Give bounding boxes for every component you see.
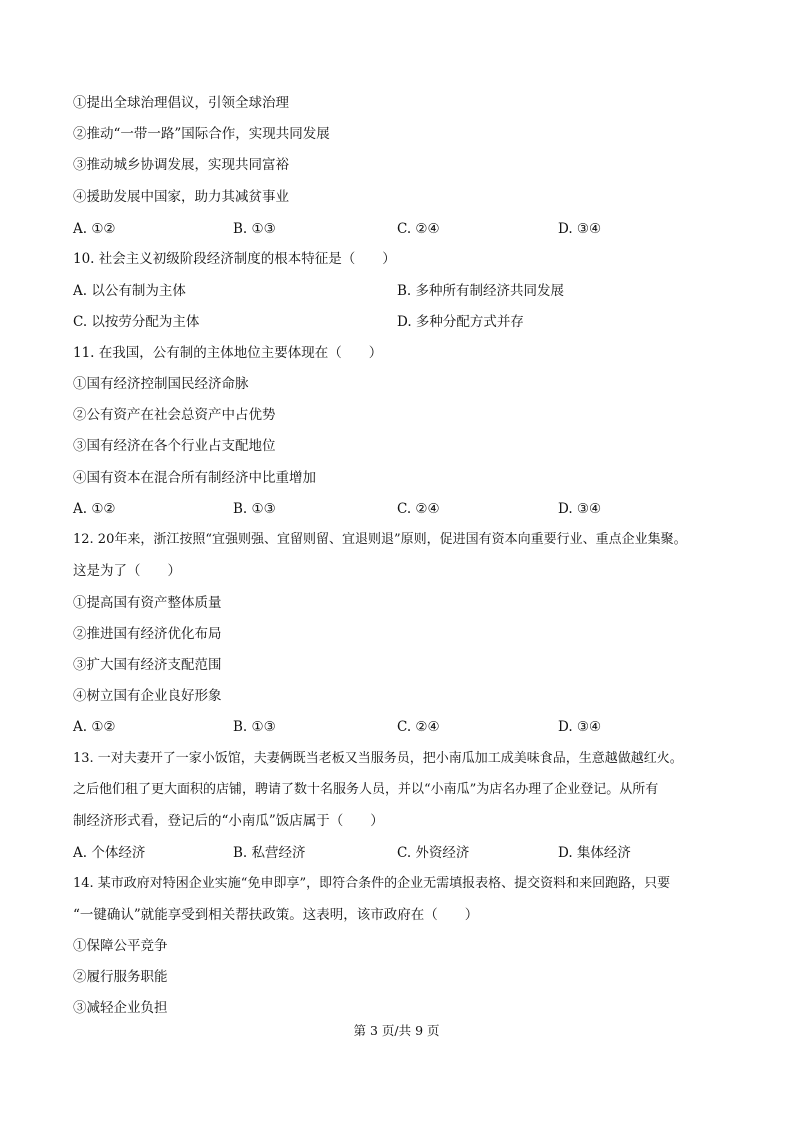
- q12-item-3: ③扩大国有经济支配范围: [73, 657, 222, 673]
- q10-option-b: B. 多种所有制经济共同发展: [397, 283, 565, 299]
- q10-option-d: D. 多种分配方式并存: [397, 314, 524, 330]
- q12-item-2: ②推进国有经济优化布局: [73, 626, 222, 642]
- q12-option-d: D. ③④: [558, 719, 602, 735]
- q11-item-2: ②公有资产在社会总资产中占优势: [73, 407, 276, 423]
- q13-stem-line-3: 制经济形式看，登记后的“小南瓜”饭店属于（ ）: [73, 813, 384, 829]
- q13-option-a: A. 个体经济: [73, 845, 146, 861]
- q11-item-4: ④国有资本在混合所有制经济中比重增加: [73, 470, 316, 486]
- q11-stem: 11. 在我国，公有制的主体地位主要体现在（ ）: [73, 345, 383, 361]
- q11-option-a: A. ①②: [73, 501, 116, 517]
- q12-item-4: ④树立国有企业良好形象: [73, 688, 222, 704]
- q12-option-c: C. ②④: [397, 719, 440, 735]
- intro-item-1: ①提出全球治理倡议，引领全球治理: [73, 95, 289, 111]
- intro-option-a: A. ①②: [73, 221, 116, 237]
- q14-stem-line-1: 14. 某市政府对特困企业实施“免申即享”，即符合条件的企业无需填报表格、提交资料和来回跑路，只要: [73, 876, 671, 891]
- q12-option-b: B. ①③: [233, 719, 276, 735]
- page-footer: 第 3 页/共 9 页: [353, 1023, 440, 1038]
- q11-option-c: C. ②④: [397, 501, 440, 517]
- q11-item-1: ①国有经济控制国民经济命脉: [73, 376, 249, 392]
- q11-option-d: D. ③④: [558, 501, 602, 517]
- q13-stem-line-2: 之后他们租了更大面积的店铺，聘请了数十名服务人员，并以“小南瓜”为店名办理了企业登记。从所有: [73, 782, 659, 797]
- intro-option-c: C. ②④: [397, 221, 440, 237]
- q10-option-c: C. 以按劳分配为主体: [73, 314, 200, 330]
- q13-option-d: D. 集体经济: [558, 845, 631, 861]
- intro-item-4: ④援助发展中国家，助力其减贫事业: [73, 189, 289, 205]
- q14-item-1: ①保障公平竞争: [73, 938, 168, 954]
- intro-option-b: B. ①③: [233, 221, 276, 237]
- q12-stem-line-2: 这是为了（ ）: [73, 563, 181, 579]
- q10-stem: 10. 社会主义初级阶段经济制度的根本特征是（ ）: [73, 251, 396, 267]
- q12-item-1: ①提高国有资产整体质量: [73, 595, 222, 611]
- intro-item-2: ②推动“一带一路”国际合作，实现共同发展: [73, 126, 330, 142]
- q14-item-3: ③减轻企业负担: [73, 1000, 168, 1016]
- q10-option-a: A. 以公有制为主体: [73, 283, 186, 299]
- intro-item-3: ③推动城乡协调发展，实现共同富裕: [73, 157, 289, 173]
- q11-option-b: B. ①③: [233, 501, 276, 517]
- q14-item-2: ②履行服务职能: [73, 969, 168, 985]
- intro-option-d: D. ③④: [558, 221, 602, 237]
- q13-option-b: B. 私营经济: [233, 845, 306, 861]
- q12-option-a: A. ①②: [73, 719, 116, 735]
- q11-item-3: ③国有经济在各个行业占支配地位: [73, 438, 276, 454]
- q12-stem-line-1: 12. 20年来，浙江按照“宜强则强、宜留则留、宜退则退”原则，促进国有资本向重要行业、重点企业集聚。: [73, 532, 687, 547]
- q14-stem-line-2: “一键确认”就能享受到相关帮扶政策。这表明，该市政府在（ ）: [73, 907, 479, 923]
- q13-option-c: C. 外资经济: [397, 845, 470, 861]
- q13-stem-line-1: 13. 一对夫妻开了一家小饭馆，夫妻俩既当老板又当服务员，把小南瓜加工成美味食品，生意越做越红火。: [73, 751, 683, 766]
